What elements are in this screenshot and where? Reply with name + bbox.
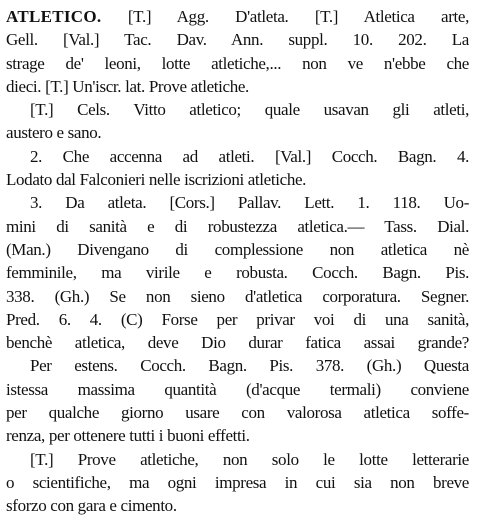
entry-line-22: sforzo con gara e cimento. [6,496,177,516]
entry-line-1-text: [T.] Agg. D'atleta. [T.] Atletica arte, [127,7,469,26]
entry-line-12: femminile, ma virile e robusta. Cocch. Bagn. Pis. [6,263,469,283]
entry-line-11: (Man.) Divengano di complessione non atletica nè [6,239,469,259]
entry-line-20: [T.] Prove atletiche, non solo le lotte letterarie [30,449,469,469]
entry-line-7: 2. Che accenna ad atleti. [Val.] Cocch. Bagn. 4. [30,146,469,166]
entry-line-2: Gell. [Val.] Tac. Dav. Ann. suppl. 10. 202. La [6,30,469,50]
entry-line-21: o scientifiche, ma ogni impresa in cui sia non breve [6,472,469,492]
entry-line-6: austero e sano. [6,123,102,143]
entry-line-14: Pred. 6. 4. (C) Forse per privar voi di una sanità, [6,309,469,329]
entry-line-19: renza, per ottenere tutti i buoni effetti. [6,426,250,446]
headword: ATLETICO. [6,7,102,26]
entry-line-13: 338. (Gh.) Se non sieno d'atletica corporatura. Segner. [6,286,469,306]
entry-line-18: per qualche giorno usare con valorosa atletica soffe- [6,403,469,423]
entry-line-1 [6,5,469,28]
entry-line-15: benchè atletica, deve Dio durar fatica assai grande? [6,333,469,353]
entry-line-16: Per estens. Cocch. Bagn. Pis. 378. (Gh.) Questa [30,356,469,376]
entry-line-3: strage de' leoni, lotte atletiche,... non ve n'ebbe che [6,53,469,73]
entry-line-9: 3. Da atleta. [Cors.] Pallav. Lett. 1. 118. Uo- [30,193,469,213]
entry-line-17: istessa massima quantità (d'acque termali) conviene [6,379,469,399]
entry-line-8: Lodato dal Falconieri nelle iscrizioni atletiche. [6,170,307,190]
entry-line-5: [T.] Cels. Vitto atletico; quale usavan gli atleti, [30,100,469,120]
entry-line-4: dieci. [T.] Un'iscr. lat. Prove atletiche. [6,76,249,96]
entry-line-10: mini di sanità e di robustezza atletica.— Tass. Dial. [6,216,469,236]
